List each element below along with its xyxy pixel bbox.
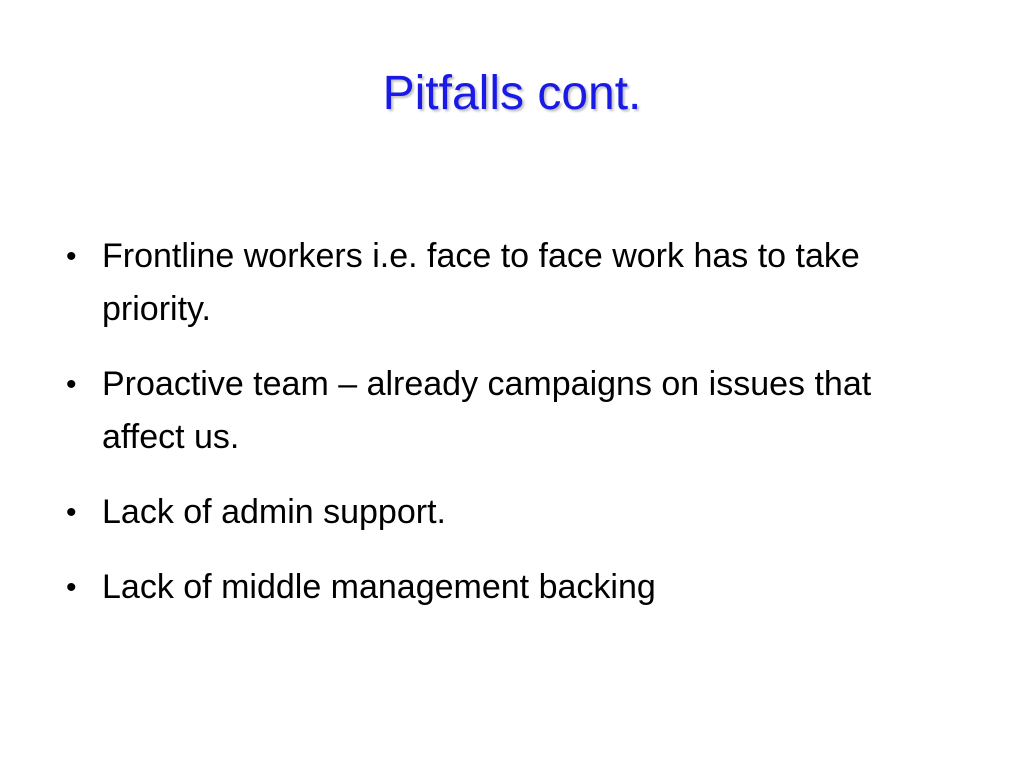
bullet-list (58, 230, 958, 636)
bullet-dot-icon: • (66, 571, 77, 604)
bullet-item (58, 358, 958, 464)
bullet-item (58, 486, 958, 539)
bullet-item (58, 561, 958, 614)
bullet-text: Lack of admin support. (102, 493, 446, 531)
bullet-dot-icon: • (66, 496, 77, 529)
bullet-text: Proactive team – already campaigns on issues that affect us. (102, 365, 872, 456)
bullet-dot-icon: • (66, 368, 77, 401)
bullet-text: Lack of middle management backing (102, 568, 656, 606)
bullet-dot-icon: • (66, 240, 77, 273)
bullet-item (58, 230, 958, 336)
slide-title: Pitfalls cont. (382, 67, 642, 120)
bullet-text: Frontline workers i.e. face to face work has to take priority. (102, 237, 860, 328)
